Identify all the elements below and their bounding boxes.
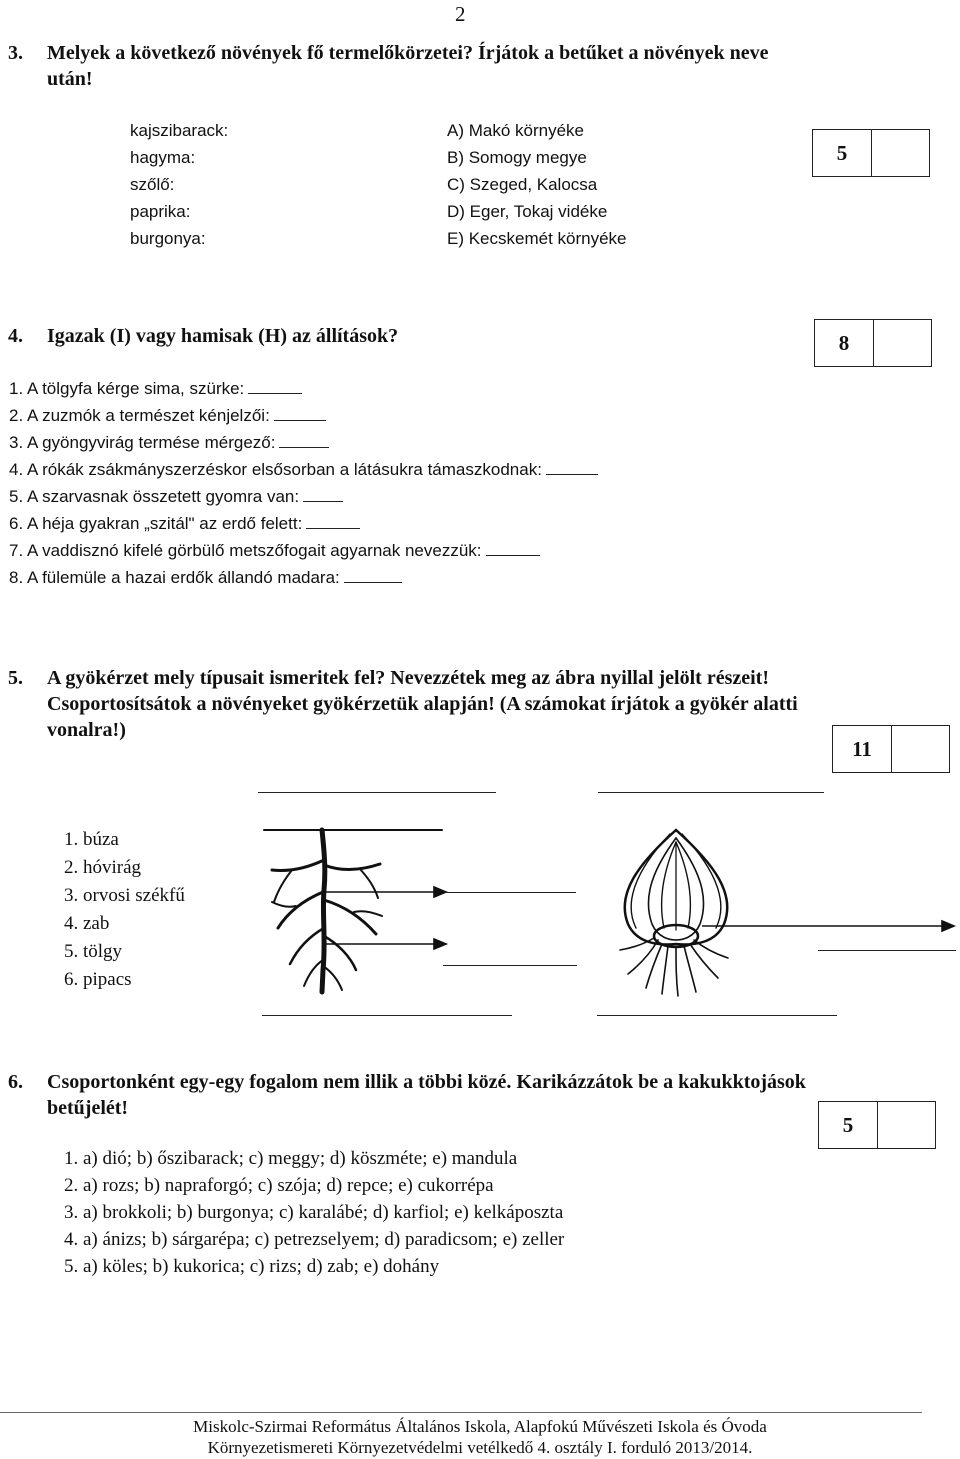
root-plant-item: 6. pipacs [64,969,132,990]
statement-list [9,375,598,591]
page-number: 2 [455,2,466,26]
score-box-q6 [818,1101,936,1149]
root-type-answer-line[interactable] [598,792,824,793]
plant-item: hagyma: [130,148,196,167]
question-5-title-line3: vonalra!) [47,719,126,741]
score-value: 8 [815,320,874,366]
root-plant-list [64,826,185,994]
part-answer-line[interactable] [446,892,576,893]
statement-item: 8. A fülemüle a hazai erdők állandó madara: [9,564,598,591]
footer-divider [0,1412,922,1413]
odd-one-out-item[interactable]: 1. a) dió; b) őszibarack; c) meggy; d) köszméte; e) mandula [64,1148,518,1169]
part-answer-line[interactable] [818,950,956,951]
question-3-title-line1: Melyek a következő növények fő termelőkörzetei? Írjátok a betűket a növények neve [47,42,769,64]
region-item: D) Eger, Tokaj vidéke [447,202,608,221]
statement-item: 5. A szarvasnak összetett gyomra van: [9,483,598,510]
score-input-cell[interactable] [874,320,931,366]
score-input-cell[interactable] [878,1102,935,1148]
answer-blank[interactable] [344,564,402,583]
answer-blank[interactable] [303,483,343,502]
plant-item: burgonya: [130,229,206,248]
footer-line1: Miskolc-Szirmai Református Általános Iskola, Alapfokú Művészeti Iskola és Óvoda [193,1417,767,1436]
plant-list [130,117,228,252]
answer-blank[interactable] [486,537,540,556]
odd-one-out-item[interactable]: 2. a) rozs; b) napraforgó; c) szója; d) repce; e) cukorrépa [64,1175,494,1196]
taproot-illustration [252,820,452,1000]
statement-item: 6. A héja gyakran „szitál" az erdő felett: [9,510,598,537]
question-4-number: 4. [8,325,23,347]
region-item: A) Makó környéke [447,121,584,140]
statement-item: 1. A tölgyfa kérge sima, szürke: [9,375,598,402]
score-input-cell[interactable] [892,726,949,772]
question-5-number: 5. [8,667,23,689]
score-value: 5 [819,1102,878,1148]
region-item: E) Kecskemét környéke [447,229,627,248]
question-3-title-line2: után! [47,68,93,90]
question-6-number: 6. [8,1071,23,1093]
region-list [447,117,627,252]
part-answer-line[interactable] [443,965,577,966]
odd-one-out-list [64,1145,564,1280]
question-3-number: 3. [8,42,23,64]
score-value: 5 [813,130,872,176]
plant-item: szőlő: [130,175,175,194]
region-item: C) Szeged, Kalocsa [447,175,598,194]
plant-item: kajszibarack: [130,121,229,140]
odd-one-out-item[interactable]: 4. a) ánizs; b) sárgarépa; c) petrezselyem; d) paradicsom; e) zeller [64,1229,565,1250]
answer-blank[interactable] [306,510,360,529]
statement-item: 7. A vaddisznó kifelé görbülő metszőfogait agyarnak nevezzük: [9,537,598,564]
score-box-q5 [832,725,950,773]
plant-number-answer-line[interactable] [597,1015,837,1016]
question-6-title-line1: Csoportonként egy-egy fogalom nem illik a többi közé. Karikázzátok be a kakukktojások [47,1071,806,1093]
root-plant-item: 2. hóvirág [64,857,142,878]
answer-blank[interactable] [546,456,598,475]
statement-item: 3. A gyöngyvirág termése mérgező: [9,429,598,456]
root-type-answer-line[interactable] [258,792,496,793]
score-input-cell[interactable] [872,130,929,176]
odd-one-out-item[interactable]: 3. a) brokkoli; b) burgonya; c) karalábé; d) karfiol; e) kelkáposzta [64,1202,564,1223]
question-6-title-line2: betűjelét! [47,1097,129,1119]
bulb-root-illustration [598,824,958,1000]
statement-item: 4. A rókák zsákmányszerzéskor elsősorban a látásukra támaszkodnak: [9,456,598,483]
plant-item: paprika: [130,202,191,221]
question-5-title-line1: A gyökérzet mely típusait ismeritek fel? Nevezzétek meg az ábra nyillal jelölt részeit! [47,667,769,689]
answer-blank[interactable] [274,402,326,421]
question-5-title-line2: Csoportosítsátok a növényeket gyökérzetük alapján! (A számokat írjátok a gyökér alatti [47,693,798,715]
statement-item: 2. A zuzmók a természet kénjelzői: [9,402,598,429]
plant-number-answer-line[interactable] [262,1015,512,1016]
score-box-q3 [812,129,930,177]
score-box-q4 [814,319,932,367]
answer-blank[interactable] [279,429,329,448]
answer-blank[interactable] [248,375,302,394]
odd-one-out-item[interactable]: 5. a) köles; b) kukorica; c) rizs; d) zab; e) dohány [64,1256,440,1277]
root-plant-item: 1. búza [64,829,119,850]
root-plant-item: 5. tölgy [64,941,123,962]
root-plant-item: 4. zab [64,913,110,934]
root-plant-item: 3. orvosi székfű [64,885,185,906]
footer-line2: Környezetismereti Környezetvédelmi vetélkedő 4. osztály I. forduló 2013/2014. [207,1438,753,1457]
score-value: 11 [833,726,892,772]
region-item: B) Somogy megye [447,148,587,167]
question-4-title: Igazak (I) vagy hamisak (H) az állítások? [47,325,399,347]
